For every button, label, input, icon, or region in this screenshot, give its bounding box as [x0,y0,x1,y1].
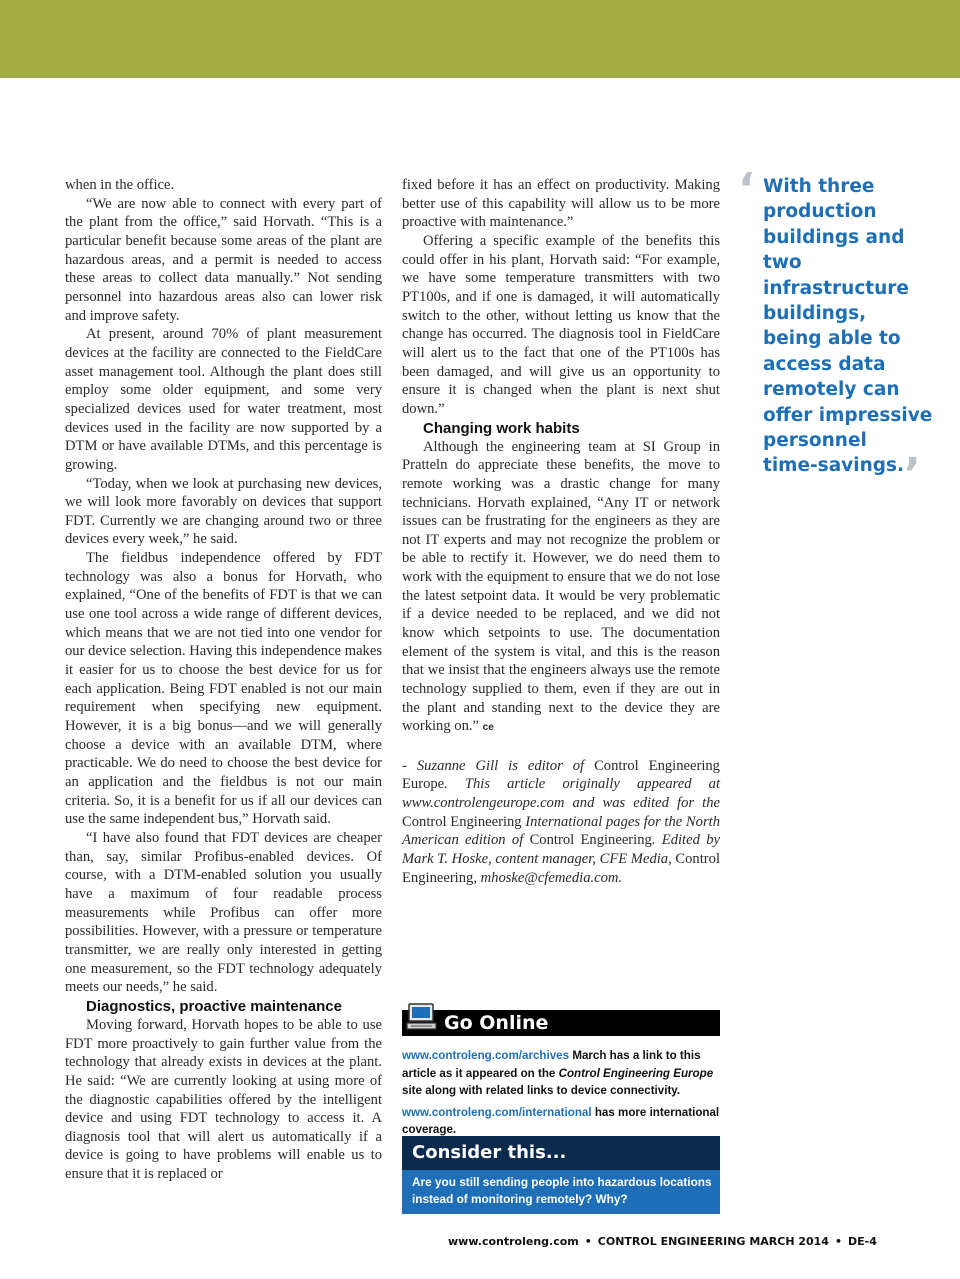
consider-header [402,1136,720,1170]
footer-publication: CONTROL ENGINEERING [597,1235,746,1248]
open-quote-mark: ‘ [738,164,755,215]
page-footer [448,1234,908,1250]
paragraph: Moving forward, Horvath hopes to be able to use FDT more proactively to gain further value from the technology that already exists in devices at the plant. He said: “We are currently looking at using more of the diagnostic capabilities offered by the intelligent device and using FDT technology to access it. A diagnosis tool that will alert us automatically if a device is going to have problems will enable us to ensure that it is replaced or [65,1016,382,1183]
paragraph: At present, around 70% of plant measurement devices at the facility are connected to the FieldCare asset management tool. Although the plant does still employ some older equipment, and some very specialized devices used for water treatment, most devices used in the facility are now supported by a DTM or have available DTMs, and this percentage is growing. [65,326,382,473]
end-mark: ce [482,722,494,734]
author-credit [402,757,720,888]
computer-icon [406,1002,438,1032]
pull-quote [738,164,938,501]
footer-url: www.controleng.com [448,1235,579,1248]
item-text: site along with related links to device connectivity. [402,1084,681,1097]
archives-link[interactable]: www.controleng.com/archives [402,1049,570,1062]
credit-text: International pages for the North American edition of [402,813,720,849]
paragraph: The fieldbus independence offered by FDT technology was also a bonus for Horvath, who explained, “One of the benefits of FDT is that we can use one tool across a wide range of different devices, which means that we are not tied into one vendor for our device selection. Having this independence makes it easier for us to choose the best device for us for each application. Being FDT enabled is not our main requirement when specifying new equipment. However, it is a big bonus—and we will generally choose a device with an available DTM, where practicable. We do need to choose the best device for an application and the fieldbus is not our main criteria. So, it is a benefit for us if all our devices can use the same independent bus,” Horvath said. [65,550,382,828]
top-color-band [0,0,960,78]
consider-question: Are you still sending people into hazardous locations instead of monitoring remotely? Why? [412,1175,712,1206]
go-online-header [402,1010,720,1036]
consider-title: Consider this... [412,1142,567,1163]
credit-publication: Control Engineering Europe [402,757,720,793]
section-heading: Diagnostics, proactive maintenance [86,997,342,1015]
paragraph [402,438,720,739]
international-link[interactable]: www.controleng.com/international [402,1105,592,1119]
credit-publication: Control Engineering [402,850,720,886]
footer-separator: • [834,1235,842,1248]
credit-publication: Control Engineering [529,832,652,849]
footer-separator: • [584,1235,592,1248]
footer-issue: MARCH 2014 [749,1235,829,1248]
paragraph-text: Although the engineering team at SI Group in Pratteln do appreciate these benefits, the move to remote working was a drastic change for many technicians. Horvath explained, “Any IT or network issues can be frustrating for the engineers as they are not IT experts and may not recognize the problem or be able to rectify it. However, we do need them to work with the equipment to ensure that we do not lose the latest setpoint data. It would be very problematic if a device needed to be replaced, and we did not know which setpoints to use. The documentation element of the system is vital, and this is the reason that we insist that the engineers always use the remote technology supplied to them, even if they are out in the plant and standing next to the device they are working on.” [402,438,720,735]
page-number: DE-4 [848,1235,877,1248]
article-column-middle [402,176,720,887]
item-text: March has a link to this article as it appeared on the [402,1049,701,1080]
consider-this-box [402,1136,720,1214]
pull-quote-text [763,174,938,501]
paragraph: “We are now able to connect with every part of the plant from the office,” said Horvath. “This is a particular benefit because some areas of the plant are hazardous areas, and a permit is needed to access these areas to collect data manually.” Not sending personnel into hazardous areas also can lower risk and improve safety. [65,195,382,324]
article-column-left [65,176,382,1184]
pull-quote-body: With three production buildings and two infrastructure buildings, being able to access data remotely can offer impressive personnel time-savings. [763,176,933,477]
go-online-box [402,1006,720,1139]
paragraph: “I have also found that FDT devices are cheaper than, say, similar Profibus-enabled devices. Of course, with a DTM-enabled solution you usually have a maximum of four readable process measurements while Profibus can offer more possibilities. However, with a pressure or temperature transmitter, we are really only interested in getting one measurement, so the FDT technology adequately meets our needs,” he said. [65,829,382,996]
item-publication: Control Engineering Europe [558,1066,714,1080]
go-online-item [402,1104,720,1139]
credit-text: , mhoske@cfemedia.com. [473,869,623,886]
credit-text: . This article originally appeared at www.controlengeurope.com and was edited for the [402,776,720,811]
item-text: has more international coverage. [402,1105,720,1136]
credit-text: . Edited by Mark T. Hoske, content manager, CFE Media, [402,832,720,867]
credit-text: - Suzanne Gill is editor of [402,757,595,774]
section-heading: Changing work habits [423,419,580,437]
paragraph: “Today, when we look at purchasing new devices, we will look more favorably on devices that support FDT. Currently we are changing around two or three devices every week,” he said. [65,475,382,548]
spacer [402,738,720,757]
go-online-item [402,1047,720,1100]
paragraph: Offering a specific example of the benefits this could offer in his plant, Horvath said: “For example, we have some temperature transmitters with two PT100s, and if one is damaged, it will automatically switch to the other, without letting us know that the change has occurred. The diagnosis tool in FieldCare will alert us to the fact that one of the PT100s has been damaged, and will give us an opportunity to ensure it is changed when the plant is next shut down.” [402,232,720,417]
go-online-title: Go Online [444,1012,549,1034]
close-quote-mark: ’ [904,449,921,501]
credit-publication: Control Engineering [402,813,522,830]
paragraph: fixed before it has an effect on productivity. Making better use of this capability will allow us to be more proactive with maintenance.” [402,177,720,231]
paragraph: when in the office. [65,177,175,193]
